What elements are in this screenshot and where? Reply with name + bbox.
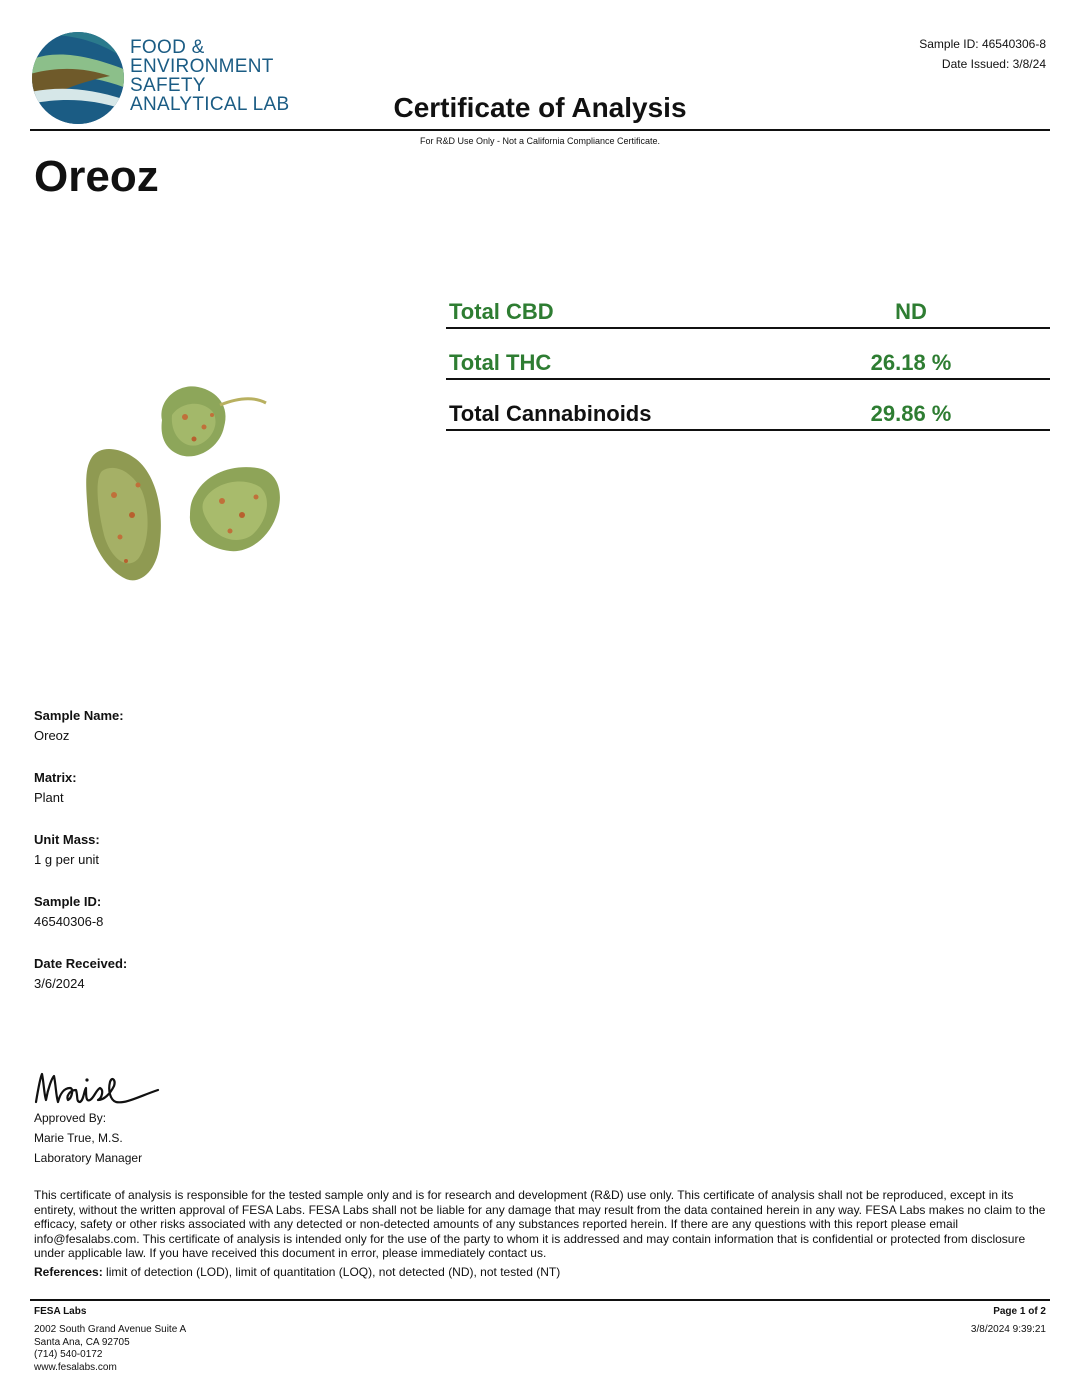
summary-value: 26.18 %	[870, 350, 952, 375]
summary-row-thc	[446, 329, 1050, 380]
info-matrix	[34, 768, 434, 808]
footer-website: www.fesalabs.com	[34, 1362, 117, 1374]
info-unit-mass	[34, 830, 434, 870]
disclaimer-text: This certificate of analysis is responsible for the tested sample only and is for research and development (R&D) use only. This certificate of analysis shall not be reproduced, except in its entirety, without the written approval of FESA Labs. FESA Labs shall not be liable for any damage that may result from the data contained herein in any way. FESA Labs makes no claim to the efficacy, safety or other risks associated with any detected or non-detected amounts of any substances reported herein. If there are any questions with this report please email info@fesalabs.com. This certificate of analysis is intended only for the use of the party to whom it is addressed and may contain information that is confidential or protected from disclosure under applicable law. If you have received this document in error, please immediately contact us.	[34, 1188, 1046, 1260]
info-value: 46540306-8	[34, 914, 104, 929]
summary-row-cbd	[446, 278, 1050, 329]
potency-summary	[446, 278, 1050, 431]
logo-line: FOOD &	[130, 37, 205, 58]
header-sample-id: Sample ID: 46540306-8	[919, 37, 1046, 51]
info-label: Sample Name:	[34, 708, 124, 723]
header-date-issued: Date Issued: 3/8/24	[941, 57, 1046, 71]
info-value: 3/6/2024	[34, 976, 85, 991]
references-text	[34, 1265, 560, 1280]
summary-row-total	[446, 380, 1050, 431]
logo-line: ANALYTICAL LAB	[130, 94, 290, 115]
summary-value: ND	[895, 299, 927, 324]
info-value: Oreoz	[34, 728, 70, 743]
info-value: Plant	[34, 790, 64, 805]
footer-phone: (714) 540-0172	[34, 1349, 103, 1361]
logo-line: ENVIRONMENT	[130, 56, 274, 77]
info-sample-name	[34, 706, 434, 746]
approver-role: Laboratory Manager	[34, 1151, 143, 1165]
summary-value: 29.86 %	[870, 401, 952, 426]
header-divider	[30, 129, 1050, 131]
info-sample-id	[34, 892, 434, 932]
signature	[30, 1066, 170, 1110]
references-body: limit of detection (LOD), limit of quantitation (LOQ), not detected (ND), not tested (NT)	[102, 1265, 561, 1279]
summary-label: Total THC	[449, 350, 552, 375]
footer-page-info	[971, 1306, 1046, 1337]
product-name: Oreoz	[34, 152, 159, 201]
info-label: Matrix:	[34, 770, 77, 785]
footer-address-line: Santa Ana, CA 92705	[34, 1336, 130, 1348]
info-value: 1 g per unit	[34, 852, 100, 867]
approval-block	[34, 1108, 142, 1168]
footer-timestamp: 3/8/2024 9:39:21	[970, 1323, 1046, 1335]
footer-address	[34, 1306, 186, 1375]
info-date-received	[34, 954, 434, 994]
logo-line: SAFETY	[130, 75, 206, 96]
references-label: References:	[34, 1265, 103, 1279]
info-label: Sample ID:	[34, 894, 102, 909]
summary-label: Total CBD	[449, 299, 554, 324]
page-title: Certificate of Analysis	[393, 92, 687, 123]
compliance-note: For R&D Use Only - Not a California Compliance Certificate.	[419, 136, 661, 146]
sample-meta	[919, 34, 1046, 74]
sample-info	[34, 706, 434, 1016]
footer-company: FESA Labs	[34, 1306, 87, 1317]
handwritten-signature-icon	[30, 1066, 170, 1110]
info-label: Unit Mass:	[34, 832, 100, 847]
summary-label: Total Cannabinoids	[449, 401, 652, 426]
footer-divider	[30, 1299, 1050, 1301]
page-number: Page 1 of 2	[993, 1306, 1046, 1317]
approval-label: Approved By:	[34, 1111, 107, 1125]
info-label: Date Received:	[34, 956, 128, 971]
approver-name: Marie True, M.S.	[34, 1131, 123, 1145]
product-photo	[80, 375, 290, 595]
footer-address-line: 2002 South Grand Avenue Suite A	[34, 1323, 187, 1335]
cannabis-bud-image	[80, 375, 290, 595]
